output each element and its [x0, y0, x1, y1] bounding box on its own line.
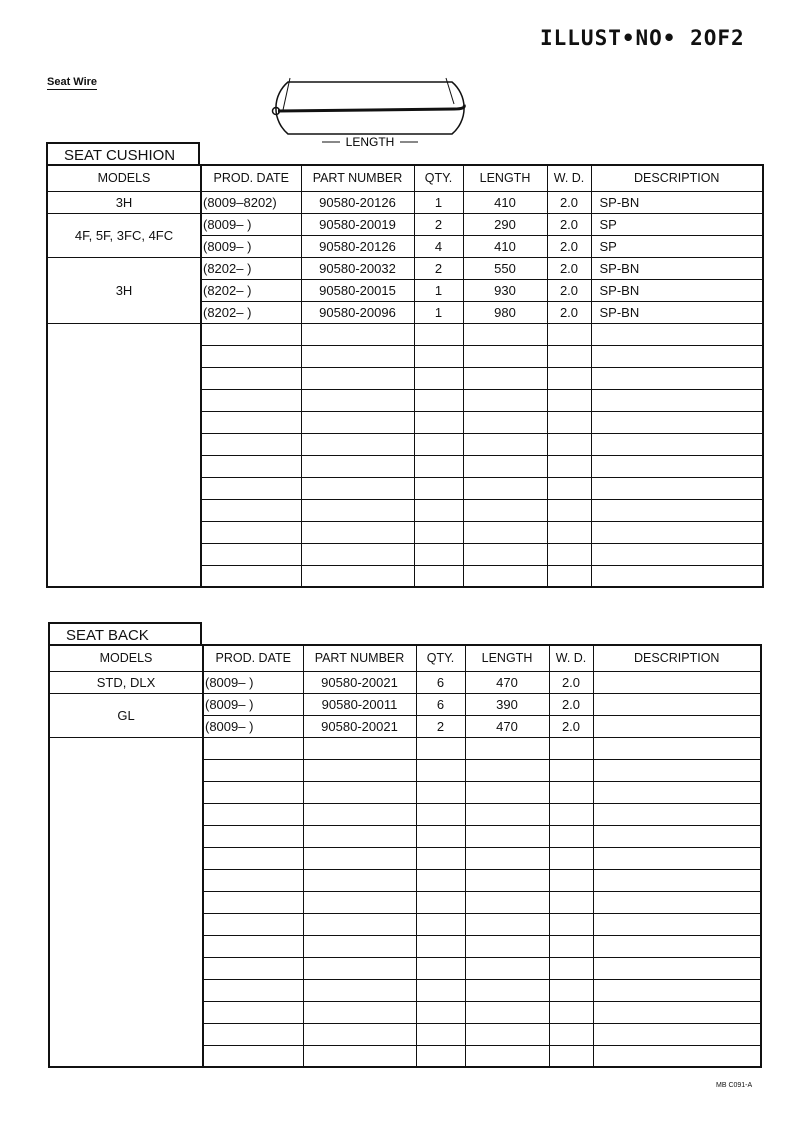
empty-cell	[416, 781, 465, 803]
empty-cell	[463, 345, 547, 367]
empty-cell	[549, 759, 593, 781]
empty-cell	[301, 323, 414, 345]
empty-cell	[301, 455, 414, 477]
empty-cell	[416, 825, 465, 847]
description-cell: SP	[591, 235, 763, 257]
empty-cell	[591, 323, 763, 345]
empty-cell	[463, 389, 547, 411]
empty-cell	[203, 979, 303, 1001]
part-number-cell: 90580-20126	[301, 235, 414, 257]
empty-cell	[201, 433, 301, 455]
empty-cell	[593, 781, 761, 803]
length-cell: 930	[463, 279, 547, 301]
empty-cell	[465, 1045, 549, 1067]
empty-cell	[591, 499, 763, 521]
empty-cell	[303, 1023, 416, 1045]
empty-cell	[547, 521, 591, 543]
model-cell-empty	[47, 323, 201, 587]
table-row	[49, 693, 761, 715]
empty-cell	[549, 869, 593, 891]
empty-cell	[203, 847, 303, 869]
empty-cell	[203, 1023, 303, 1045]
empty-cell	[591, 433, 763, 455]
wd-cell: 2.0	[547, 279, 591, 301]
empty-row	[47, 323, 763, 345]
qty-cell: 1	[414, 301, 463, 323]
empty-cell	[549, 913, 593, 935]
empty-cell	[203, 891, 303, 913]
empty-cell	[201, 455, 301, 477]
qty-cell: 4	[414, 235, 463, 257]
qty-cell: 2	[414, 213, 463, 235]
description-cell: SP-BN	[591, 279, 763, 301]
empty-cell	[301, 477, 414, 499]
empty-cell	[201, 411, 301, 433]
empty-cell	[414, 411, 463, 433]
empty-cell	[463, 499, 547, 521]
empty-cell	[303, 891, 416, 913]
empty-cell	[547, 565, 591, 587]
wd-cell: 2.0	[547, 235, 591, 257]
empty-cell	[303, 913, 416, 935]
empty-row	[49, 737, 761, 759]
empty-cell	[301, 521, 414, 543]
column-header-models: MODELS	[47, 165, 201, 191]
header-row	[47, 165, 763, 191]
empty-cell	[465, 737, 549, 759]
column-header-description: DESCRIPTION	[593, 645, 761, 671]
empty-cell	[547, 543, 591, 565]
empty-cell	[463, 323, 547, 345]
empty-cell	[593, 847, 761, 869]
qty-cell: 2	[416, 715, 465, 737]
length-cell: 550	[463, 257, 547, 279]
empty-cell	[547, 455, 591, 477]
empty-cell	[547, 345, 591, 367]
qty-cell: 2	[414, 257, 463, 279]
empty-cell	[547, 323, 591, 345]
empty-cell	[301, 499, 414, 521]
empty-cell	[203, 759, 303, 781]
empty-cell	[547, 411, 591, 433]
empty-cell	[201, 389, 301, 411]
empty-cell	[201, 565, 301, 587]
empty-cell	[201, 543, 301, 565]
empty-cell	[414, 455, 463, 477]
empty-cell	[593, 1023, 761, 1045]
empty-cell	[549, 891, 593, 913]
wd-cell: 2.0	[547, 213, 591, 235]
empty-cell	[414, 433, 463, 455]
model-cell: 3H	[47, 191, 201, 213]
empty-cell	[203, 957, 303, 979]
empty-cell	[591, 345, 763, 367]
empty-cell	[549, 737, 593, 759]
empty-cell	[465, 1023, 549, 1045]
wd-cell: 2.0	[547, 257, 591, 279]
empty-cell	[463, 411, 547, 433]
qty-cell: 1	[414, 191, 463, 213]
empty-cell	[303, 957, 416, 979]
qty-cell: 6	[416, 671, 465, 693]
empty-cell	[303, 803, 416, 825]
wd-cell: 2.0	[549, 715, 593, 737]
length-cell: 410	[463, 235, 547, 257]
empty-cell	[465, 935, 549, 957]
empty-cell	[416, 913, 465, 935]
empty-cell	[201, 477, 301, 499]
empty-cell	[301, 367, 414, 389]
empty-cell	[591, 543, 763, 565]
prod-date-cell: (8009– )	[203, 715, 303, 737]
column-header-wd: W. D.	[549, 645, 593, 671]
part-number-cell: 90580-20011	[303, 693, 416, 715]
part-number-cell: 90580-20019	[301, 213, 414, 235]
empty-cell	[301, 411, 414, 433]
column-header-description: DESCRIPTION	[591, 165, 763, 191]
empty-cell	[203, 803, 303, 825]
description-cell	[593, 671, 761, 693]
length-cell: 290	[463, 213, 547, 235]
seat-wire-diagram	[240, 74, 500, 154]
empty-cell	[593, 913, 761, 935]
empty-cell	[414, 345, 463, 367]
empty-cell	[549, 1045, 593, 1067]
empty-cell	[465, 759, 549, 781]
length-cell: 470	[465, 671, 549, 693]
description-cell: SP	[591, 213, 763, 235]
length-cell: 410	[463, 191, 547, 213]
empty-cell	[547, 433, 591, 455]
empty-cell	[463, 433, 547, 455]
empty-cell	[303, 979, 416, 1001]
wd-cell: 2.0	[549, 671, 593, 693]
model-cell-empty	[49, 737, 203, 1067]
empty-cell	[593, 759, 761, 781]
empty-cell	[593, 1045, 761, 1067]
part-number-cell: 90580-20021	[303, 671, 416, 693]
empty-cell	[549, 979, 593, 1001]
empty-cell	[547, 367, 591, 389]
empty-cell	[416, 737, 465, 759]
empty-cell	[591, 389, 763, 411]
column-header-models: MODELS	[49, 645, 203, 671]
part-number-cell: 90580-20015	[301, 279, 414, 301]
empty-cell	[549, 1023, 593, 1045]
empty-cell	[203, 737, 303, 759]
seat-back-title: SEAT BACK	[48, 622, 202, 646]
description-cell	[593, 693, 761, 715]
qty-cell: 6	[416, 693, 465, 715]
empty-cell	[549, 847, 593, 869]
empty-cell	[593, 869, 761, 891]
table-row	[47, 191, 763, 213]
column-header-length: LENGTH	[463, 165, 547, 191]
empty-cell	[201, 323, 301, 345]
empty-cell	[416, 869, 465, 891]
empty-cell	[414, 521, 463, 543]
empty-cell	[591, 455, 763, 477]
empty-cell	[465, 913, 549, 935]
empty-cell	[203, 825, 303, 847]
empty-cell	[416, 1023, 465, 1045]
empty-cell	[465, 979, 549, 1001]
empty-cell	[416, 891, 465, 913]
empty-cell	[303, 759, 416, 781]
empty-cell	[549, 825, 593, 847]
empty-cell	[414, 367, 463, 389]
prod-date-cell: (8009– )	[201, 213, 301, 235]
empty-cell	[465, 781, 549, 803]
header-row	[49, 645, 761, 671]
empty-cell	[414, 565, 463, 587]
empty-cell	[303, 781, 416, 803]
column-header-prod-date: PROD. DATE	[203, 645, 303, 671]
empty-cell	[416, 1045, 465, 1067]
wire-shape	[278, 105, 464, 111]
empty-cell	[303, 737, 416, 759]
empty-cell	[463, 455, 547, 477]
empty-cell	[465, 1001, 549, 1023]
length-label: LENGTH	[345, 135, 395, 149]
length-cell: 980	[463, 301, 547, 323]
empty-cell	[416, 759, 465, 781]
empty-cell	[301, 389, 414, 411]
empty-cell	[303, 1045, 416, 1067]
empty-cell	[549, 935, 593, 957]
empty-cell	[549, 957, 593, 979]
table-row	[47, 213, 763, 235]
empty-cell	[593, 803, 761, 825]
empty-cell	[414, 389, 463, 411]
model-cell: STD, DLX	[49, 671, 203, 693]
empty-cell	[549, 781, 593, 803]
seat-cushion-title: SEAT CUSHION	[46, 142, 200, 166]
empty-cell	[591, 411, 763, 433]
empty-cell	[547, 499, 591, 521]
empty-cell	[201, 499, 301, 521]
column-header-part-number: PART NUMBER	[301, 165, 414, 191]
qty-cell: 1	[414, 279, 463, 301]
empty-cell	[303, 1001, 416, 1023]
empty-cell	[201, 521, 301, 543]
empty-cell	[301, 565, 414, 587]
empty-cell	[416, 803, 465, 825]
empty-cell	[463, 477, 547, 499]
empty-cell	[465, 869, 549, 891]
wd-cell: 2.0	[549, 693, 593, 715]
illustration-number: ILLUST•NO• 2OF2	[540, 26, 745, 50]
empty-cell	[465, 957, 549, 979]
description-cell: SP-BN	[591, 191, 763, 213]
empty-cell	[301, 345, 414, 367]
empty-cell	[549, 1001, 593, 1023]
empty-cell	[591, 521, 763, 543]
table-row	[49, 671, 761, 693]
empty-cell	[593, 957, 761, 979]
empty-cell	[203, 869, 303, 891]
empty-cell	[416, 847, 465, 869]
empty-cell	[547, 389, 591, 411]
empty-cell	[463, 521, 547, 543]
model-cell: GL	[49, 693, 203, 737]
empty-cell	[593, 825, 761, 847]
description-cell: SP-BN	[591, 301, 763, 323]
description-cell: SP-BN	[591, 257, 763, 279]
empty-cell	[416, 957, 465, 979]
empty-cell	[593, 979, 761, 1001]
empty-cell	[591, 477, 763, 499]
part-number-cell: 90580-20096	[301, 301, 414, 323]
column-header-qty: QTY.	[414, 165, 463, 191]
empty-cell	[591, 565, 763, 587]
empty-cell	[301, 433, 414, 455]
part-number-cell: 90580-20032	[301, 257, 414, 279]
seat-cushion-table	[46, 164, 764, 588]
empty-cell	[593, 891, 761, 913]
page-subtitle: Seat Wire	[47, 76, 98, 88]
empty-cell	[549, 803, 593, 825]
wd-cell: 2.0	[547, 191, 591, 213]
empty-cell	[203, 1001, 303, 1023]
table-row	[47, 257, 763, 279]
empty-cell	[203, 1045, 303, 1067]
empty-cell	[414, 543, 463, 565]
empty-cell	[416, 979, 465, 1001]
empty-cell	[203, 935, 303, 957]
column-header-length: LENGTH	[465, 645, 549, 671]
empty-cell	[591, 367, 763, 389]
column-header-qty: QTY.	[416, 645, 465, 671]
length-cell: 470	[465, 715, 549, 737]
empty-cell	[203, 781, 303, 803]
model-cell: 3H	[47, 257, 201, 323]
empty-cell	[465, 847, 549, 869]
prod-date-cell: (8009– )	[203, 693, 303, 715]
empty-cell	[414, 477, 463, 499]
empty-cell	[547, 477, 591, 499]
part-number-cell: 90580-20126	[301, 191, 414, 213]
model-cell: 4F, 5F, 3FC, 4FC	[47, 213, 201, 257]
prod-date-cell: (8202– )	[201, 257, 301, 279]
prod-date-cell: (8202– )	[201, 279, 301, 301]
empty-cell	[593, 737, 761, 759]
form-code: MB C091-A	[716, 1082, 753, 1089]
seat-back-table	[48, 644, 762, 1068]
empty-cell	[201, 345, 301, 367]
empty-cell	[303, 935, 416, 957]
empty-cell	[201, 367, 301, 389]
wd-cell: 2.0	[547, 301, 591, 323]
empty-cell	[301, 543, 414, 565]
empty-cell	[414, 323, 463, 345]
prod-date-cell: (8009– )	[203, 671, 303, 693]
empty-cell	[463, 565, 547, 587]
empty-cell	[303, 825, 416, 847]
empty-cell	[463, 543, 547, 565]
empty-cell	[465, 803, 549, 825]
prod-date-cell: (8009– )	[201, 235, 301, 257]
empty-cell	[203, 913, 303, 935]
empty-cell	[416, 1001, 465, 1023]
empty-cell	[463, 367, 547, 389]
empty-cell	[593, 1001, 761, 1023]
empty-cell	[414, 499, 463, 521]
prod-date-cell: (8202– )	[201, 301, 301, 323]
column-header-prod-date: PROD. DATE	[201, 165, 301, 191]
prod-date-cell: (8009–8202)	[201, 191, 301, 213]
column-header-part-number: PART NUMBER	[303, 645, 416, 671]
empty-cell	[465, 825, 549, 847]
empty-cell	[416, 935, 465, 957]
column-header-wd: W. D.	[547, 165, 591, 191]
empty-cell	[303, 869, 416, 891]
empty-cell	[465, 891, 549, 913]
part-number-cell: 90580-20021	[303, 715, 416, 737]
description-cell	[593, 715, 761, 737]
empty-cell	[303, 847, 416, 869]
length-cell: 390	[465, 693, 549, 715]
empty-cell	[593, 935, 761, 957]
